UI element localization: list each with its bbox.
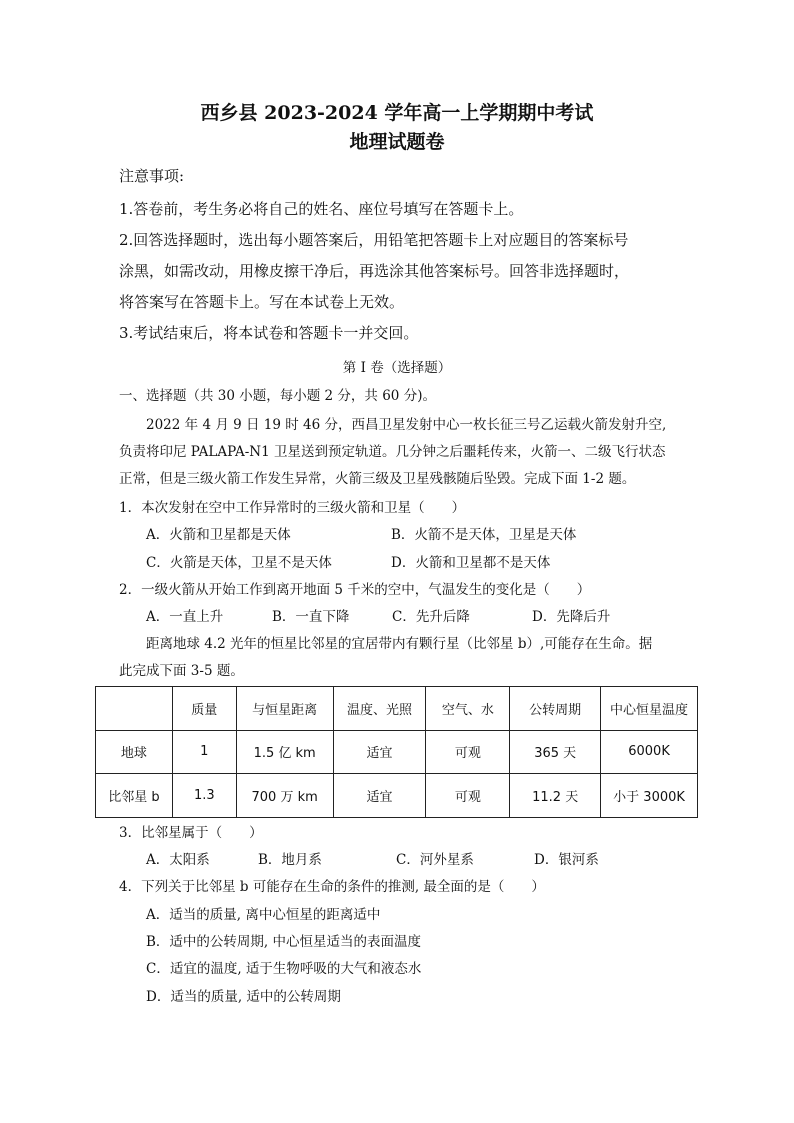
- table-cell: 700 万 km: [236, 774, 333, 818]
- note-2-cont-1: 涂黑，如需改动，用橡皮擦干净后，再选涂其他答案标号。回答非选择题时，: [119, 262, 630, 280]
- table-cell: 365 天: [510, 730, 601, 774]
- question-4-option-c: C．适宜的温度, 适于生物呼吸的大气和液态水: [146, 961, 422, 977]
- table-cell: 地球: [96, 730, 173, 774]
- table-cell: 1.5 亿 km: [236, 730, 333, 774]
- question-1-stem: 1．本次发射在空中工作异常时的三级火箭和卫星（ ）: [119, 500, 466, 516]
- exam-subtitle: 地理试题卷: [349, 131, 445, 153]
- passage2-line-1: 距离地球 4.2 光年的恒星比邻星的宜居带内有颗行星（比邻星 b）,可能存在生命。据: [146, 636, 653, 652]
- table-header-cell: 空气、水: [426, 687, 510, 731]
- passage1-line-2: 负责将印尼 PALAPA-N1 卫星送到预定轨道。几分钟之后噩耗传来，火箭一、二级飞行状态: [119, 444, 666, 460]
- table-cell: 可观: [426, 774, 510, 818]
- table-cell: 1: [172, 730, 236, 774]
- question-3-option-c: C．河外星系: [396, 852, 474, 868]
- part-heading: 一、选择题（共 30 小题，每小题 2 分，共 60 分)。: [119, 388, 436, 404]
- table-cell: 适宜: [333, 730, 426, 774]
- question-3-option-b: B．地月系: [258, 852, 322, 868]
- question-3-option-d: D．银河系: [534, 852, 599, 868]
- question-2-option-d: D．先降后升: [532, 609, 611, 625]
- passage1-line-3: 正常，但是三级火箭工作发生异常，火箭三级及卫星残骸随后坠毁。完成下面 1-2 题。: [119, 471, 636, 487]
- question-4-stem: 4．下列关于比邻星 b 可能存在生命的条件的推测, 最全面的是（ ）: [119, 879, 545, 895]
- question-2-option-a: A．一直上升: [146, 609, 224, 625]
- exam-title: 西乡县 2023-2024 学年高一上学期期中考试: [200, 102, 594, 124]
- table-cell: 适宜: [333, 774, 426, 818]
- note-1: 1.答卷前，考生务必将自己的姓名、座位号填写在答题卡上。: [119, 200, 524, 218]
- table-header-cell: 质量: [172, 687, 236, 731]
- question-2-option-b: B．一直下降: [272, 609, 350, 625]
- note-2: 2.回答选择题时，选出每小题答案后，用铅笔把答题卡上对应题目的答案标号: [119, 231, 629, 249]
- question-4-option-a: A．适当的质量, 离中心恒星的距离适中: [146, 907, 381, 923]
- table-cell: 1.3: [172, 774, 236, 818]
- volume-heading: 第 I 卷（选择题）: [342, 360, 452, 376]
- table-header-cell: 与恒星距离: [236, 687, 333, 731]
- table-header-cell: 公转周期: [510, 687, 601, 731]
- question-1-option-d: D．火箭和卫星都不是天体: [391, 555, 551, 571]
- note-2-cont-2: 将答案写在答题卡上。写在本试卷上无效。: [119, 293, 405, 311]
- notes-heading: 注意事项:: [119, 167, 185, 185]
- question-3-stem: 3．比邻星属于（ ）: [119, 825, 263, 841]
- passage1-line-1: 2022 年 4 月 9 日 19 时 46 分，西昌卫星发射中心一枚长征三号乙运载火箭发射升空,: [146, 417, 667, 433]
- question-4-option-b: B．适中的公转周期, 中心恒星适当的表面温度: [146, 934, 422, 950]
- table-cell: 11.2 天: [510, 774, 601, 818]
- table-row: [96, 730, 698, 774]
- question-1-option-a: A．火箭和卫星都是天体: [146, 527, 291, 543]
- table-header-row: [96, 687, 698, 731]
- note-3: 3.考试结束后，将本试卷和答题卡一并交回。: [119, 324, 419, 342]
- table-header-cell: [96, 687, 173, 731]
- table-cell: 小于 3000K: [601, 774, 698, 818]
- table-header-cell: 温度、光照: [333, 687, 426, 731]
- table-cell: 可观: [426, 730, 510, 774]
- question-2-option-c: C．先升后降: [392, 609, 470, 625]
- question-1-option-b: B．火箭不是天体，卫星是天体: [391, 527, 577, 543]
- table-row: [96, 774, 698, 818]
- question-3-option-a: A．太阳系: [146, 852, 210, 868]
- passage2-line-2: 此完成下面 3-5 题。: [119, 663, 244, 679]
- table-cell: 比邻星 b: [96, 774, 173, 818]
- question-1-option-c: C．火箭是天体，卫星不是天体: [146, 555, 332, 571]
- question-2-stem: 2．一级火箭从开始工作到离开地面 5 千米的空中，气温发生的变化是（ ）: [119, 582, 591, 598]
- comparison-table: [95, 686, 698, 818]
- question-4-option-d: D．适当的质量, 适中的公转周期: [146, 989, 341, 1005]
- table-cell: 6000K: [601, 730, 698, 774]
- table-header-cell: 中心恒星温度: [601, 687, 698, 731]
